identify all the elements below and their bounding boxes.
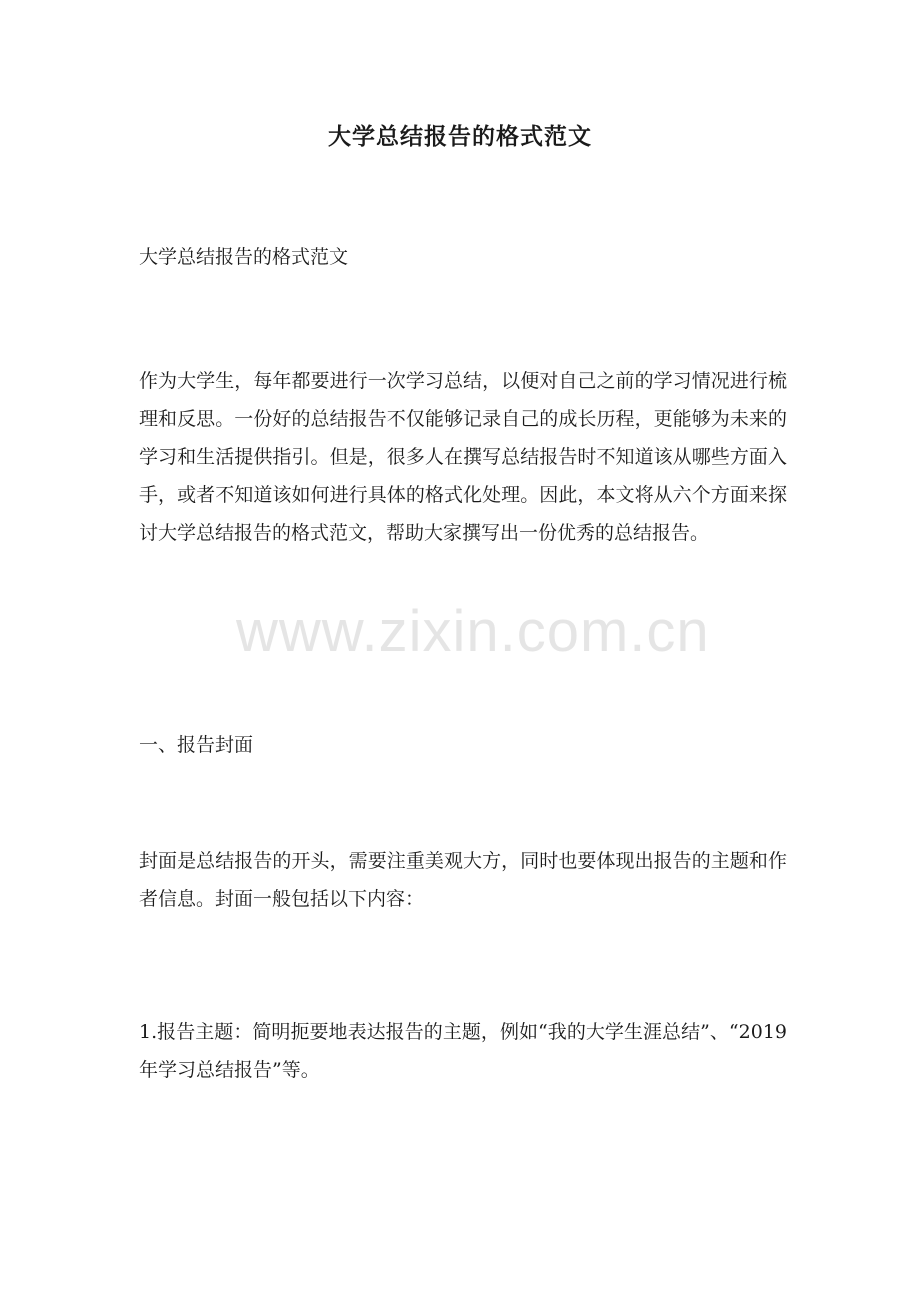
section-heading-cover: 一、报告封面 — [139, 734, 254, 756]
cover-paragraph: 封面是总结报告的开头，需要注重美观大方，同时也要体现出报告的主题和作者信息。封面一般包括以下内容： — [139, 850, 787, 910]
document-subtitle: 大学总结报告的格式范文 — [139, 246, 349, 268]
intro-paragraph: 作为大学生，每年都要进行一次学习总结，以便对自己之前的学习情况进行梳理和反思。一份好的总结报告不仅能够记录自己的成长历程，更能够为未来的学习和生活提供指引。但是，很多人在撰写总结报告时不知道该从哪些方面入手，或者不知道该如何进行具体的格式化处理。因此，本文将从六个方面来探讨大学总结报告的格式范文，帮助大家撰写出一份优秀的总结报告。 — [139, 370, 787, 544]
list-item-report-topic: 1.报告主题：简明扼要地表达报告的主题，例如“我的大学生涯总结”、“2019年学习总结报告”等。 — [139, 1021, 787, 1081]
watermark: www.zixin.com.cn — [236, 599, 710, 664]
document-title: 大学总结报告的格式范文 — [328, 123, 592, 150]
